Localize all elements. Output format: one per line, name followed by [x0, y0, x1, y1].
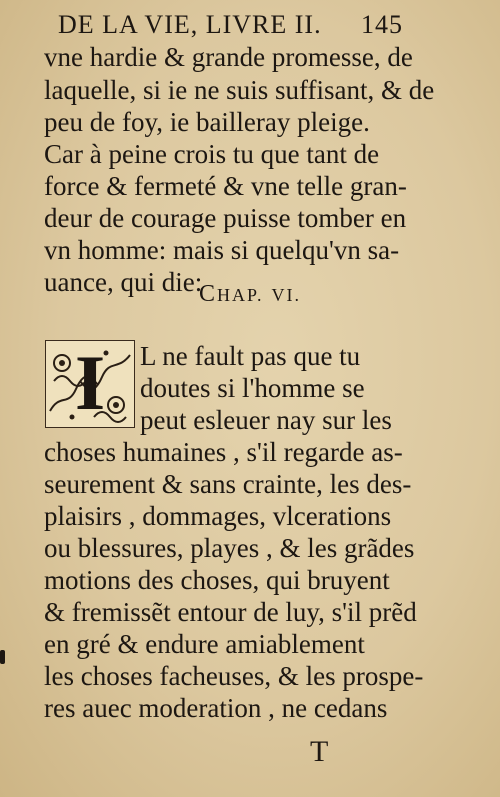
body-line: Car à peine crois tu que tant de [44, 139, 380, 169]
chapter-initial: C [198, 281, 217, 307]
catchword: T [310, 735, 329, 768]
page-edge-mark [0, 650, 5, 664]
body-line: seurement & sans crainte, les des- [44, 469, 412, 499]
body-line: motions des choses, qui bruyent [44, 565, 390, 595]
body-line: plaisirs , dommages, vlcerations [44, 501, 392, 531]
body-line: choses humaines , s'il regarde as- [44, 437, 403, 467]
body-line: L ne fault pas que tu [140, 341, 361, 371]
body-line: vne hardie & grande promesse, de [44, 42, 413, 72]
chapter-word: HAP. [217, 285, 264, 305]
body-line: uance, qui die: [44, 267, 203, 297]
body-line: laquelle, si ie ne suis suffisant, & de [44, 75, 435, 105]
body-line: force & fermeté & vne telle gran- [44, 171, 407, 201]
body-line: ou blessures, playes , & les grãdes [44, 533, 415, 563]
body-line: en gré & endure amiablement [44, 629, 365, 659]
decorated-initial [45, 340, 135, 428]
running-title: DE LA VIE, LIVRE II. [58, 10, 322, 39]
chapter-numeral: VI. [271, 285, 302, 305]
body-line: les choses facheuses, & les prospe- [44, 661, 424, 691]
body-line: vn homme: mais si quelqu'vn sa- [44, 235, 400, 265]
body-line: peut esleuer nay sur les [140, 405, 392, 435]
body-line: doutes si l'homme se [140, 373, 365, 403]
body-line: & fremissẽt entour de luy, s'il prẽd [44, 597, 417, 627]
body-line: peu de foy, ie bailleray pleige. [44, 107, 370, 137]
drop-cap-letter: I [74, 339, 106, 426]
body-line: deur de courage puisse tomber en [44, 203, 407, 233]
page-number: 145 [361, 10, 403, 39]
chapter-heading [0, 281, 500, 308]
running-header [58, 10, 403, 40]
body-line: res auec moderation , ne cedans [44, 693, 388, 723]
